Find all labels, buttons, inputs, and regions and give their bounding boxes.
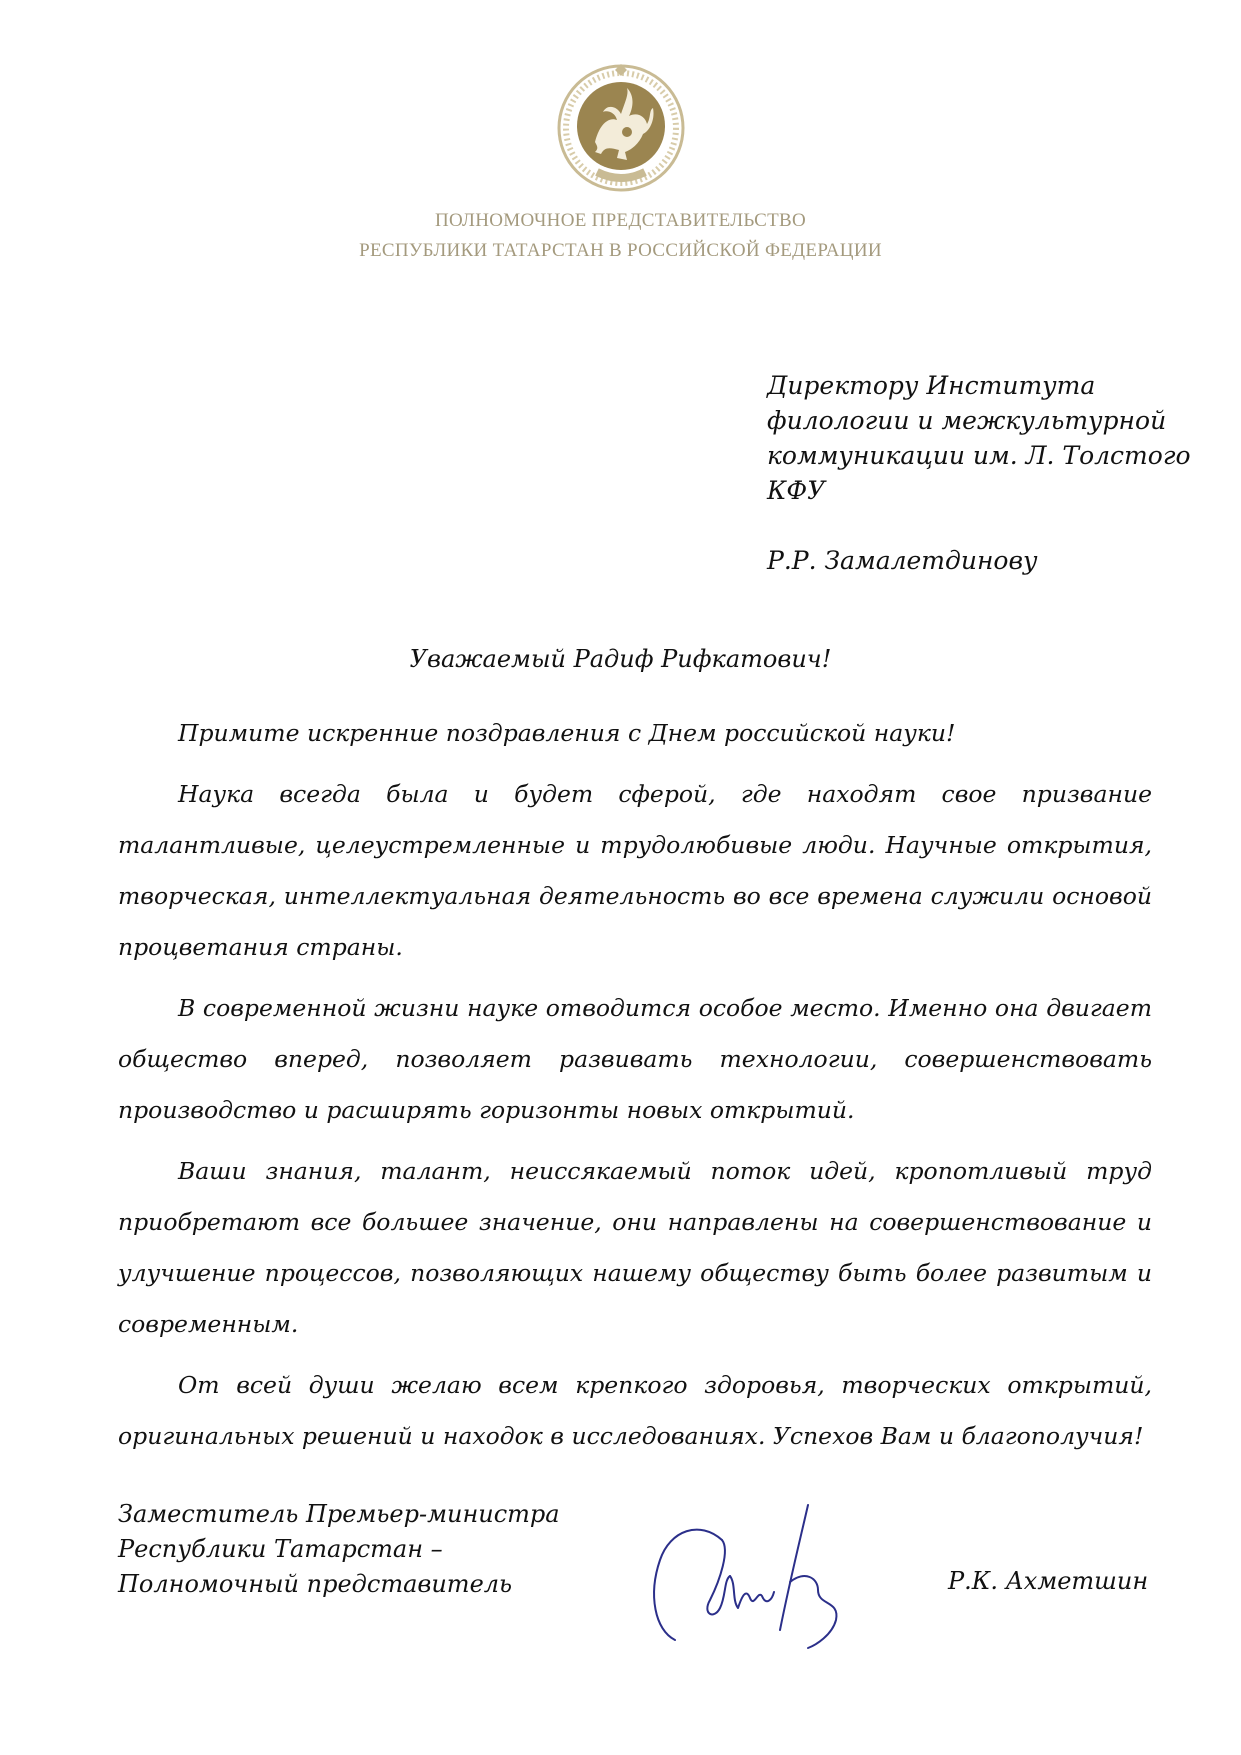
org-name-line2: РЕСПУБЛИКИ ТАТАРСТАН В РОССИЙСКОЙ ФЕДЕРАЦИИ	[359, 240, 882, 261]
addressee-line: филологии и межкультурной	[767, 406, 1167, 435]
paragraph: Наука всегда была и будет сферой, где находят свое призвание талантливые, целеустремленные и трудолюбивые люди. Научные открытия, творческая, интеллектуальная деятельность во все времена служили основой процветания страны.	[118, 780, 1152, 961]
position-line: Полномочный представитель	[118, 1570, 513, 1598]
addressee-line: Директору Института	[767, 371, 1096, 400]
position-line: Заместитель Премьер-министра	[118, 1500, 560, 1528]
paragraph: Ваши знания, талант, неиссякаемый поток идей, кропотливый труд приобретают все большее значение, они направлены на совершенствование и улучшение процессов, позволяющих нашему обществу быть более развитым и современным.	[118, 1157, 1152, 1338]
org-name-line1: ПОЛНОМОЧНОЕ ПРЕДСТАВИТЕЛЬСТВО	[434, 210, 807, 231]
salutation: Уважаемый Радиф Рифкатович!	[409, 645, 832, 673]
addressee-block	[767, 368, 1191, 578]
letter-body	[118, 708, 1152, 1472]
signer-name: Р.К. Ахметшин	[948, 1567, 1149, 1595]
addressee-line: КФУ	[767, 476, 826, 505]
coat-of-arms-emblem	[555, 62, 687, 194]
addressee-name: Р.Р. Замалетдинову	[767, 546, 1038, 575]
addressee-line: коммуникации им. Л. Толстого	[767, 441, 1191, 470]
paragraph: Примите искренние поздравления с Днем российской науки!	[178, 719, 956, 747]
position-line: Республики Татарстан –	[118, 1535, 443, 1563]
handwritten-signature	[640, 1480, 880, 1650]
signer-position	[118, 1497, 560, 1602]
paragraph: От всей души желаю всем крепкого здоровья, творческих открытий, оригинальных решений и находок в исследованиях. Успехов Вам и благополучия!	[118, 1371, 1152, 1450]
paragraph: В современной жизни науке отводится особое место. Именно она двигает общество вперед, позволяет развивать технологии, совершенствовать производство и расширять горизонты новых открытий.	[118, 994, 1152, 1124]
